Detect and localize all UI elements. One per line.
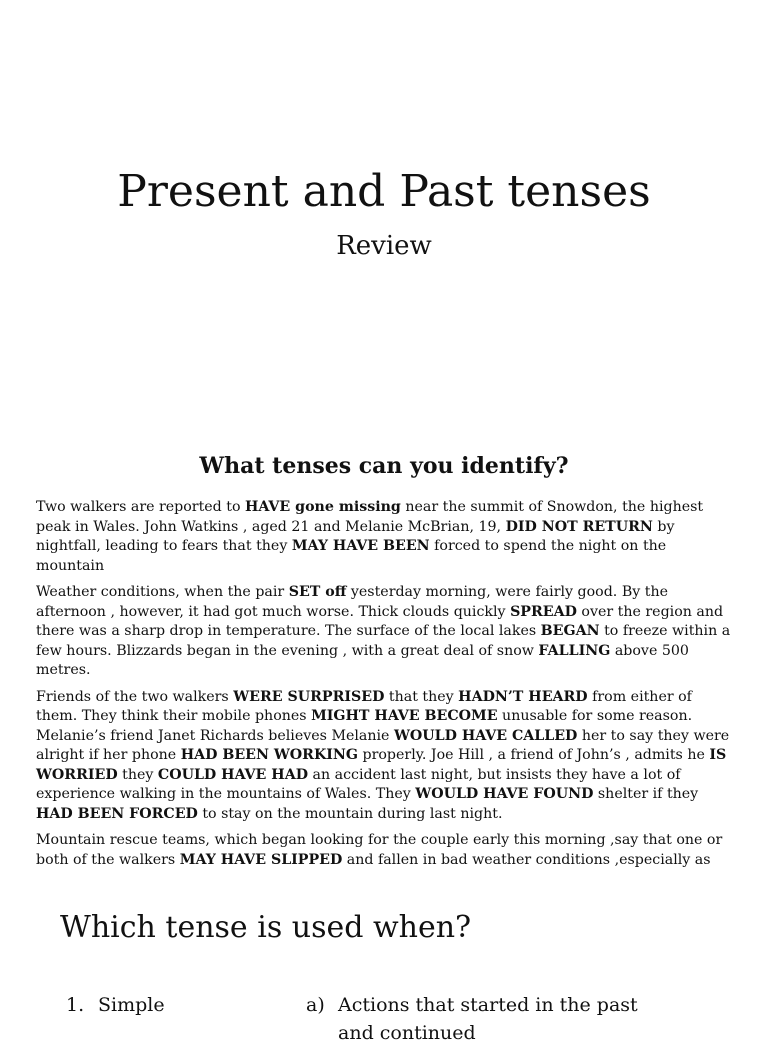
highlighted-verb: MIGHT HAVE BECOME <box>311 708 498 724</box>
passage-text: to stay on the mountain during last night. <box>197 805 503 822</box>
matching-right-item <box>306 992 638 1018</box>
highlighted-verb: HADN’T HEARD <box>458 688 588 705</box>
passage-text: by nightfall, leading to fears that they <box>36 518 675 554</box>
question-heading: Which tense is used when? <box>60 910 472 945</box>
passage-paragraph <box>36 831 736 870</box>
passage-text: Friends of the two walkers <box>36 688 234 705</box>
passage-text: Mountain rescue teams, which began looking for the couple early this morning ,say that one or both of the walkers <box>36 832 723 868</box>
highlighted-verb: MAY HAVE SLIPPED <box>179 851 343 868</box>
passage-text: her to say they were alright if her phone <box>36 727 730 763</box>
passage-paragraph <box>36 498 736 576</box>
highlighted-verb: HAD BEEN WORKING <box>180 747 359 763</box>
passage-text: above 500 metres. <box>36 642 689 678</box>
highlighted-verb: IS WORRIED <box>36 747 727 783</box>
passage-text: near the summit of Snowdon, the highest peak in Wales. John Watkins , aged 21 and Melanie McBrian, 19, <box>36 499 704 535</box>
highlighted-verb: SET off <box>288 584 347 600</box>
passage-text: yesterday morning, were fairly good. By the afternoon , however, it had got much worse. Thick clouds quickly <box>36 584 668 620</box>
passage-text: properly. Joe Hill , a friend of John’s , admits he <box>358 747 710 763</box>
passage-text: unusable for some reason. Melanie’s friend Janet Richards believes Melanie <box>36 708 693 744</box>
passage-paragraph <box>36 688 736 825</box>
reading-passage <box>36 498 736 877</box>
passage-text: to freeze within a few hours. Blizzards began in the evening , with a great deal of snow <box>36 623 731 659</box>
highlighted-verb: MAY HAVE BEEN <box>291 538 430 554</box>
document-subtitle: Review <box>336 231 432 261</box>
item-text: Actions that started in the past <box>338 994 638 1016</box>
item-text: Simple <box>98 994 165 1016</box>
passage-text: and fallen in bad weather conditions ,especially as <box>342 851 711 868</box>
passage-paragraph <box>36 583 736 681</box>
cut-off-text: and continued <box>338 1022 476 1044</box>
passage-text: an accident last night, but insists they have a lot of experience walking in the mountains of Wales. They <box>36 766 681 802</box>
passage-text: that they <box>384 688 459 705</box>
section-heading: What tenses can you identify? <box>199 453 569 479</box>
passage-text: Two walkers are reported to <box>36 499 246 515</box>
matching-left-item <box>66 992 165 1018</box>
highlighted-verb: DID NOT RETURN <box>505 518 653 535</box>
passage-text: Weather conditions, when the pair <box>36 584 289 600</box>
passage-text: forced to spend the night on the mountain <box>36 538 667 574</box>
item-number: 1. <box>66 994 85 1016</box>
passage-text: shelter if they <box>593 786 699 802</box>
document-title: Present and Past tenses <box>117 166 651 217</box>
highlighted-verb: SPREAD <box>510 603 577 620</box>
highlighted-verb: HAD BEEN FORCED <box>36 805 198 822</box>
item-letter: a) <box>306 994 325 1016</box>
highlighted-verb: WERE SURPRISED <box>233 688 385 705</box>
passage-text: they <box>117 766 158 783</box>
highlighted-verb: WOULD HAVE FOUND <box>415 786 594 802</box>
passage-text: from either of them. They think their mobile phones <box>36 688 692 724</box>
highlighted-verb: FALLING <box>538 642 611 659</box>
highlighted-verb: WOULD HAVE CALLED <box>393 727 578 744</box>
passage-text: over the region and there was a sharp drop in temperature. The surface of the local lakes <box>36 603 724 639</box>
highlighted-verb: HAVE gone missing <box>245 499 401 515</box>
highlighted-verb: BEGAN <box>540 623 600 639</box>
highlighted-verb: COULD HAVE HAD <box>157 766 309 783</box>
